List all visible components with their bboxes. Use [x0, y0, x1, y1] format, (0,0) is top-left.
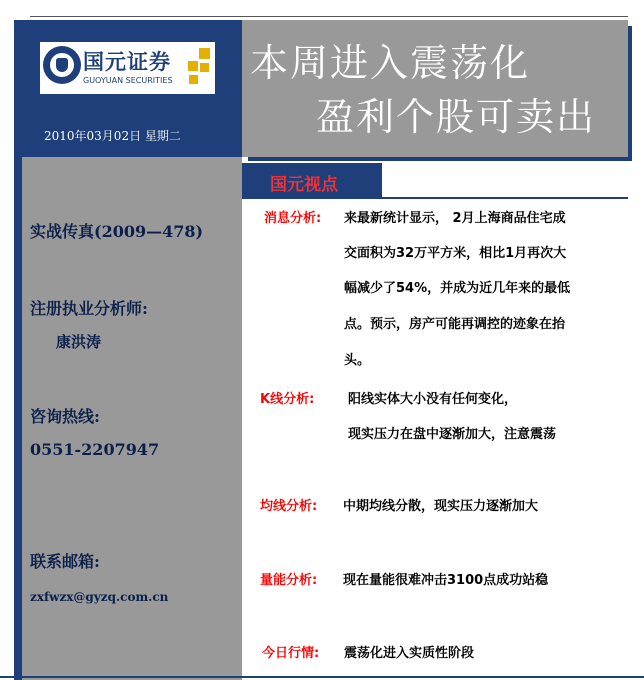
kline-line: 现实压力在盘中逐渐加大，注意震荡: [348, 427, 557, 442]
headline-line-1: 本周进入震荡化: [250, 41, 531, 85]
report-date: 2010年03月02日 星期二: [44, 129, 181, 143]
news-label: 消息分析:: [264, 211, 322, 226]
section-divider: [242, 197, 628, 199]
kline-label: K线分析:: [260, 392, 315, 407]
ma-text: 中期均线分散，现实压力逐渐加大: [343, 499, 539, 514]
analyst-name: 康洪涛: [56, 333, 102, 351]
analyst-label: 注册执业分析师:: [30, 299, 148, 318]
logo-squares-icon: [185, 48, 211, 88]
logo-emblem-icon: [43, 46, 81, 84]
volume-text: 现在量能很难冲击3100点成功站稳: [343, 573, 549, 588]
news-line: 点。预示，房产可能再调控的迹象在抬: [344, 317, 566, 332]
sidebar-accent-bar: [14, 157, 22, 680]
logo-english-name: GUOYUAN SECURITIES: [83, 76, 173, 85]
bottom-rule: [0, 676, 644, 678]
hotline-label: 咨询热线:: [30, 407, 100, 426]
today-label: 今日行情:: [262, 646, 320, 661]
news-line: 来最新统计显示， 2月上海商品住宅成: [344, 211, 566, 226]
title-shadow: [248, 157, 632, 161]
email-label: 联系邮箱:: [30, 552, 100, 571]
title-shadow-right: [628, 26, 632, 161]
section-title: 国元视点: [270, 175, 338, 195]
ma-label: 均线分析:: [260, 499, 318, 514]
fax-number: 实战传真(2009—478): [30, 222, 204, 241]
hotline-number: 0551-2207947: [30, 440, 160, 459]
company-logo: [40, 42, 215, 94]
today-text: 震荡化进入实质性阶段: [344, 646, 475, 661]
logo-chinese-name: 国元证券: [83, 50, 171, 74]
email-address: zxfwzx@gyzq.com.cn: [30, 590, 169, 604]
top-rule: [30, 16, 628, 17]
news-line: 幅减少了54%，并成为近几年来的最低: [344, 281, 571, 296]
volume-label: 量能分析:: [260, 573, 318, 588]
kline-line: 阳线实体大小没有任何变化，: [348, 392, 518, 407]
headline-line-2: 盈利个股可卖出: [316, 95, 597, 139]
news-line: 交面积为32万平方米，相比1月再次大: [344, 246, 567, 261]
news-line: 头。: [344, 353, 371, 368]
section-tab: [242, 163, 382, 197]
